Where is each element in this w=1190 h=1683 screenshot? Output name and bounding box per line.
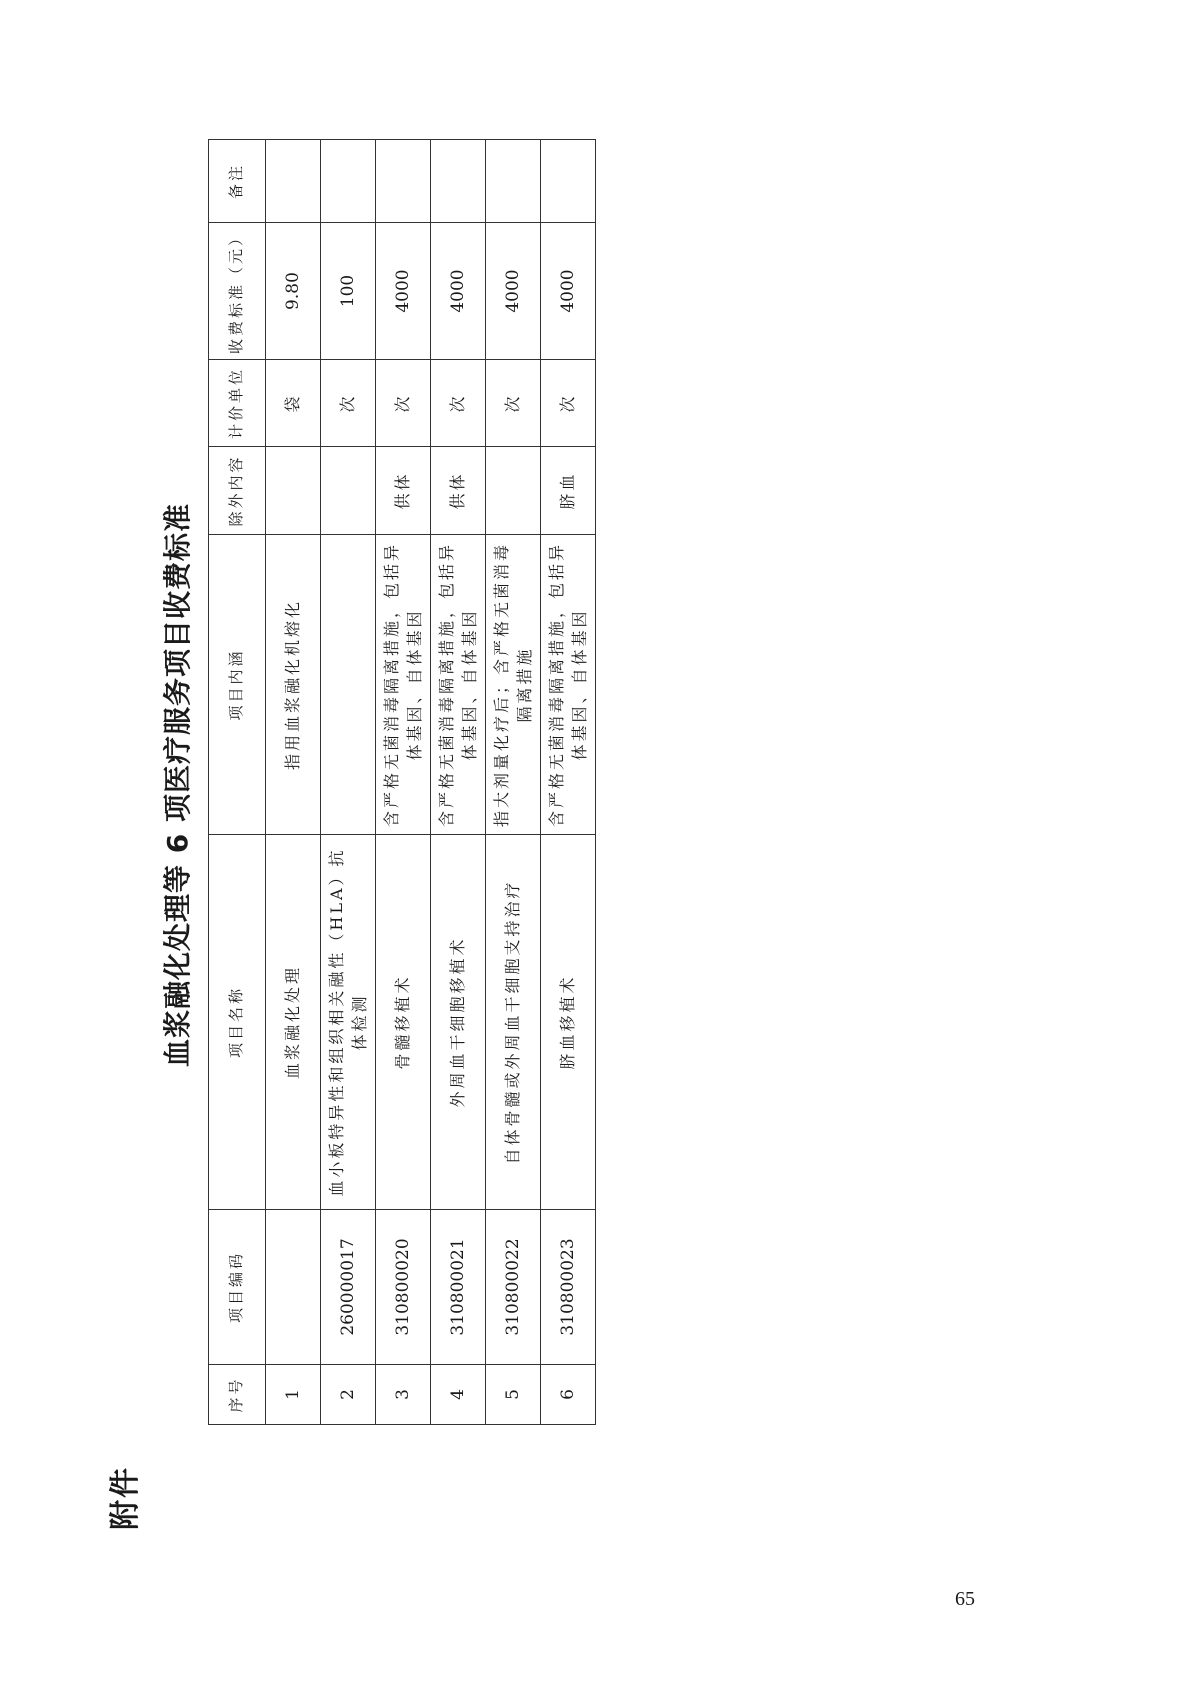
table-row — [376, 140, 431, 1425]
cell-no: 5 — [486, 1365, 541, 1425]
table-row — [266, 140, 321, 1425]
cell-code: 310800021 — [431, 1210, 486, 1365]
header-price: 收费标准（元） — [209, 223, 266, 360]
cell-price: 4000 — [376, 223, 431, 360]
cell-remark — [431, 140, 486, 223]
header-code: 项目编码 — [209, 1210, 266, 1365]
cell-no: 6 — [541, 1365, 596, 1425]
cell-remark — [266, 140, 321, 223]
header-exclusions: 除外内容 — [209, 447, 266, 535]
cell-remark — [486, 140, 541, 223]
page-number: 65 — [955, 1588, 975, 1610]
rotated-page-content — [100, 140, 690, 1550]
cell-price: 4000 — [486, 223, 541, 360]
header-unit: 计价单位 — [209, 360, 266, 447]
table-header-row — [209, 140, 266, 1425]
cell-unit: 次 — [486, 360, 541, 447]
cell-content: 含严格无菌消毒隔离措施，包括异体基因、自体基因 — [541, 535, 596, 835]
table-row — [486, 140, 541, 1425]
cell-content: 指用血浆融化机熔化 — [266, 535, 321, 835]
header-no: 序号 — [209, 1365, 266, 1425]
header-name: 项目名称 — [209, 835, 266, 1210]
header-remark: 备注 — [209, 140, 266, 223]
cell-price: 100 — [321, 223, 376, 360]
cell-content: 指大剂量化疗后；含严格无菌消毒隔离措施 — [486, 535, 541, 835]
cell-exclusions: 供体 — [376, 447, 431, 535]
table-row — [431, 140, 486, 1425]
page-title: 血浆融化处理等 6 项医疗服务项目收费标准 — [161, 503, 194, 1067]
table-row — [541, 140, 596, 1425]
cell-name: 外周血干细胞移植术 — [431, 835, 486, 1210]
cell-name: 血小板特异性和组织相关融性（HLA）抗体检测 — [321, 835, 376, 1210]
cell-content: 含严格无菌消毒隔离措施，包括异体基因、自体基因 — [376, 535, 431, 835]
cell-price: 9.80 — [266, 223, 321, 360]
table-row — [321, 140, 376, 1425]
header-content: 项目内涵 — [209, 535, 266, 835]
cell-code: 310800020 — [376, 1210, 431, 1365]
cell-name: 自体骨髓或外周血干细胞支持治疗 — [486, 835, 541, 1210]
cell-unit: 次 — [431, 360, 486, 447]
cell-no: 4 — [431, 1365, 486, 1425]
cell-unit: 袋 — [266, 360, 321, 447]
cell-name: 脐血移植术 — [541, 835, 596, 1210]
attachment-label: 附件 — [108, 1466, 143, 1530]
cell-exclusions — [486, 447, 541, 535]
cell-unit: 次 — [321, 360, 376, 447]
cell-exclusions — [321, 447, 376, 535]
cell-code: 310800023 — [541, 1210, 596, 1365]
cell-name: 骨髓移植术 — [376, 835, 431, 1210]
cell-exclusions — [266, 447, 321, 535]
cell-content: 含严格无菌消毒隔离措施，包括异体基因、自体基因 — [431, 535, 486, 835]
cell-no: 1 — [266, 1365, 321, 1425]
cell-remark — [321, 140, 376, 223]
cell-price: 4000 — [541, 223, 596, 360]
cell-exclusions: 脐血 — [541, 447, 596, 535]
cell-name: 血浆融化处理 — [266, 835, 321, 1210]
cell-price: 4000 — [431, 223, 486, 360]
cell-remark — [541, 140, 596, 223]
cell-no: 2 — [321, 1365, 376, 1425]
cell-remark — [376, 140, 431, 223]
cell-no: 3 — [376, 1365, 431, 1425]
cell-unit: 次 — [376, 360, 431, 447]
cell-code: 260000017 — [321, 1210, 376, 1365]
cell-content — [321, 535, 376, 835]
cell-exclusions: 供体 — [431, 447, 486, 535]
cell-unit: 次 — [541, 360, 596, 447]
cell-code: 310800022 — [486, 1210, 541, 1365]
cell-code — [266, 1210, 321, 1365]
fee-standard-table — [208, 139, 596, 1425]
